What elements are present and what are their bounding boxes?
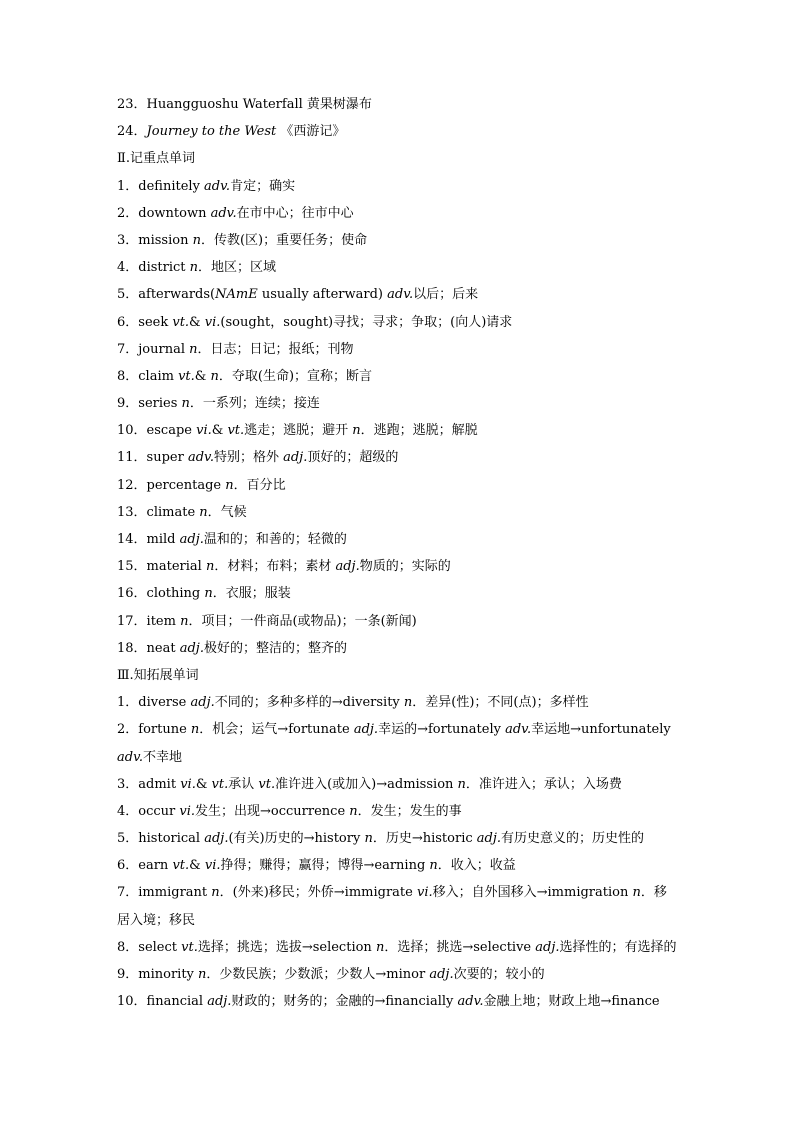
entry-text: 幸运的→fortunately bbox=[378, 722, 506, 738]
section-heading bbox=[117, 662, 679, 689]
vocab-entry bbox=[117, 227, 679, 254]
entry-text: 15．material bbox=[117, 559, 206, 575]
entry-text: 以后；后来 bbox=[413, 287, 479, 303]
part-of-speech: adj. bbox=[535, 939, 560, 955]
entry-text: 移入；自外国移入→immigration bbox=[432, 885, 633, 901]
section-heading bbox=[117, 145, 679, 172]
entry-text: ．传教(区)；重要任务；使命 bbox=[200, 232, 368, 248]
entry-text: ．材料；布料；素材 bbox=[214, 559, 336, 575]
vocabulary-list bbox=[117, 91, 679, 1015]
entry-text: ．地区；区域 bbox=[198, 260, 277, 276]
entry-text: (有关)历史的→history bbox=[228, 831, 365, 847]
part-of-speech: adv. bbox=[117, 749, 144, 765]
entry-text: ．收入；收益 bbox=[437, 858, 516, 874]
part-of-speech: n bbox=[205, 559, 215, 575]
entry-text: 6．seek bbox=[117, 314, 173, 330]
entry-text: 18．neat bbox=[117, 640, 180, 656]
entry-text: 《西游记》 bbox=[276, 124, 346, 140]
vocab-entry bbox=[117, 417, 679, 444]
part-of-speech: vi. bbox=[204, 314, 221, 330]
entry-text: & bbox=[211, 423, 228, 439]
entry-text: ．差异(性)；不同(点)；多样性 bbox=[412, 695, 589, 711]
part-of-speech: n bbox=[199, 504, 208, 520]
part-of-speech: n bbox=[211, 885, 220, 901]
entry-text: 16．clothing bbox=[117, 586, 205, 602]
entry-text: ．选择；挑选→selective bbox=[384, 939, 536, 955]
entry-text: 选择；挑选；选拔→selection bbox=[197, 939, 376, 955]
vocab-entry bbox=[117, 798, 679, 825]
entry-text: 逃走；逃脱；避开 bbox=[244, 423, 353, 439]
entry-text: 挣得；赚得；赢得；博得→earning bbox=[220, 858, 430, 874]
vocab-entry bbox=[117, 173, 679, 200]
part-of-speech: vt. bbox=[172, 314, 190, 330]
entry-text: ．逃跑；逃脱；解脱 bbox=[360, 423, 478, 439]
part-of-speech: n bbox=[403, 695, 413, 711]
part-of-speech: n bbox=[181, 396, 190, 412]
part-of-speech: adj. bbox=[429, 967, 454, 983]
entry-text: (sought，sought)寻找；寻求；争取；(向人)请求 bbox=[220, 314, 513, 330]
part-of-speech: n bbox=[457, 776, 466, 792]
part-of-speech: adj. bbox=[335, 559, 360, 575]
part-of-speech: n bbox=[189, 260, 199, 276]
vocab-entry bbox=[117, 879, 679, 933]
entry-text: 10．escape bbox=[117, 423, 197, 439]
entry-text: 9．minority bbox=[117, 967, 199, 983]
entry-text: ．准许进入；承认；入场费 bbox=[465, 776, 622, 792]
entry-text: 8．select bbox=[117, 939, 182, 955]
vocab-entry bbox=[117, 825, 679, 852]
entry-text: & bbox=[189, 314, 205, 330]
part-of-speech: adj. bbox=[204, 831, 229, 847]
part-of-speech: n bbox=[190, 722, 200, 738]
entry-text: 选择性的；有选择的 bbox=[559, 939, 677, 955]
entry-text: 5．afterwards( bbox=[117, 287, 216, 303]
entry-text: 极好的；整洁的；整齐的 bbox=[203, 640, 347, 656]
entry-text: ．一系列；连续；接连 bbox=[189, 396, 320, 412]
part-of-speech: adv. bbox=[187, 450, 214, 466]
part-of-speech: adj. bbox=[179, 640, 204, 656]
entry-text: Ⅱ.记重点单词 bbox=[117, 151, 195, 167]
vocab-entry bbox=[117, 390, 679, 417]
part-of-speech: adj. bbox=[179, 532, 204, 547]
vocab-entry bbox=[117, 309, 679, 336]
part-of-speech: adv. bbox=[210, 205, 237, 221]
entry-text: 财政的；财务的；金融的→financially bbox=[231, 994, 458, 1010]
entry-text: ．移居入境；移民 bbox=[117, 885, 667, 928]
part-of-speech: vt. bbox=[181, 939, 198, 955]
entry-text: ．百分比 bbox=[233, 477, 286, 493]
entry-text: 肯定；确实 bbox=[230, 178, 296, 194]
entry-text: 13．climate bbox=[117, 504, 200, 520]
entry-text: 在市中心；往市中心 bbox=[236, 205, 354, 221]
part-of-speech: vi. bbox=[180, 776, 196, 792]
part-of-speech: adv. bbox=[204, 178, 231, 194]
entry-text: 温和的；和善的；轻微的 bbox=[203, 532, 347, 547]
entry-text: ．夺取(生命)；宣称；断言 bbox=[218, 368, 373, 384]
vocab-entry bbox=[117, 281, 679, 308]
vocab-entry bbox=[117, 254, 679, 281]
entry-text: 2．downtown bbox=[117, 205, 211, 221]
entry-text: 5．historical bbox=[117, 831, 205, 847]
part-of-speech: adj. bbox=[207, 994, 232, 1010]
entry-text: 2．fortune bbox=[117, 722, 191, 738]
part-of-speech: n bbox=[180, 613, 189, 629]
part-of-speech: adj. bbox=[353, 722, 379, 738]
part-of-speech: vt. bbox=[211, 776, 229, 792]
part-of-speech: n bbox=[210, 368, 219, 384]
part-of-speech: vi. bbox=[196, 423, 212, 439]
vocab-entry bbox=[117, 363, 679, 390]
vocab-entry bbox=[117, 553, 679, 580]
entry-text: 7．journal bbox=[117, 341, 190, 357]
entry-text: 12．percentage bbox=[117, 477, 226, 493]
part-of-speech: adj. bbox=[283, 450, 308, 466]
part-of-speech: n bbox=[192, 232, 201, 248]
part-of-speech: vi. bbox=[179, 803, 196, 819]
entry-text: 9．series bbox=[117, 396, 182, 412]
part-of-speech: NAmE bbox=[215, 287, 258, 303]
part-of-speech: n bbox=[349, 803, 358, 819]
entry-text: 4．occur bbox=[117, 803, 180, 819]
vocab-entry bbox=[117, 716, 679, 770]
part-of-speech: n bbox=[225, 477, 234, 493]
vocab-entry bbox=[117, 608, 679, 635]
entry-text: 11．super bbox=[117, 450, 188, 466]
part-of-speech: vt. bbox=[227, 423, 245, 439]
vocab-entry bbox=[117, 771, 679, 798]
vocab-entry bbox=[117, 852, 679, 879]
entry-text: ．发生；发生的事 bbox=[357, 803, 462, 819]
entry-text: 8．claim bbox=[117, 368, 179, 384]
part-of-speech: Journey to the West bbox=[146, 124, 277, 140]
entry-text: 3．mission bbox=[117, 232, 193, 248]
entry-text: ．(外来)移民；外侨→immigrate bbox=[219, 885, 417, 901]
entry-text: 4．district bbox=[117, 260, 190, 276]
entry-text: 17．item bbox=[117, 613, 181, 629]
entry-text: 准许进入(或加入)→admission bbox=[275, 776, 458, 792]
part-of-speech: n bbox=[198, 967, 207, 983]
entry-text: 3．admit bbox=[117, 776, 181, 792]
entry-text: 顶好的；超级的 bbox=[307, 450, 399, 466]
entry-text: 发生；出现→occurrence bbox=[195, 803, 350, 819]
entry-text: 10．financial bbox=[117, 994, 208, 1010]
entry-text: ．项目；一件商品(或物品)；一条(新闻) bbox=[188, 613, 417, 629]
part-of-speech: adv. bbox=[457, 994, 484, 1010]
entry-text: 1．definitely bbox=[117, 178, 205, 194]
part-of-speech: n bbox=[189, 341, 198, 357]
vocab-entry bbox=[117, 499, 679, 526]
part-of-speech: vi. bbox=[416, 885, 433, 901]
entry-text: 承认 bbox=[228, 776, 259, 792]
vocab-entry bbox=[117, 336, 679, 363]
entry-text: 金融上地；财政上地→finance bbox=[483, 994, 660, 1010]
vocab-entry bbox=[117, 934, 679, 961]
vocab-entry bbox=[117, 635, 679, 662]
entry-text: 14．mild bbox=[117, 532, 180, 547]
entry-text: ．衣服；服装 bbox=[212, 586, 291, 602]
entry-text: 有历史意义的；历史性的 bbox=[501, 831, 645, 847]
entry-text: ．气候 bbox=[207, 504, 247, 520]
part-of-speech: n bbox=[352, 423, 361, 439]
entry-text: 24． bbox=[117, 124, 147, 140]
vocab-entry bbox=[117, 961, 679, 988]
vocab-entry bbox=[117, 689, 679, 716]
vocab-entry bbox=[117, 988, 679, 1015]
vocab-entry bbox=[117, 526, 679, 553]
part-of-speech: adj. bbox=[476, 831, 502, 847]
entry-text: ．历史→historic bbox=[372, 831, 477, 847]
part-of-speech: n bbox=[375, 939, 385, 955]
part-of-speech: vi. bbox=[204, 858, 221, 874]
entry-text: 次要的；较小的 bbox=[453, 967, 545, 983]
part-of-speech: adj. bbox=[190, 695, 215, 711]
part-of-speech: n bbox=[632, 885, 641, 901]
part-of-speech: n bbox=[429, 858, 438, 874]
part-of-speech: n bbox=[364, 831, 373, 847]
vocab-entry bbox=[117, 118, 679, 145]
vocab-entry bbox=[117, 91, 679, 118]
part-of-speech: vt. bbox=[178, 368, 195, 384]
entry-text: & bbox=[194, 368, 211, 384]
vocab-entry bbox=[117, 200, 679, 227]
part-of-speech: vt. bbox=[172, 858, 190, 874]
vocab-entry bbox=[117, 444, 679, 471]
vocab-entry bbox=[117, 472, 679, 499]
part-of-speech: adv. bbox=[387, 287, 414, 303]
entry-text: 不幸地 bbox=[143, 749, 183, 765]
entry-text: & bbox=[189, 858, 205, 874]
entry-text: 23．Huangguoshu Waterfall 黄果树瀑布 bbox=[117, 97, 372, 112]
entry-text: 不同的；多种多样的→diversity bbox=[214, 695, 404, 711]
entry-text: 6．earn bbox=[117, 858, 173, 874]
part-of-speech: adv. bbox=[505, 722, 532, 738]
part-of-speech: n bbox=[204, 586, 213, 602]
entry-text: 特别；格外 bbox=[213, 450, 284, 466]
entry-text: & bbox=[195, 776, 212, 792]
entry-text: 1．diverse bbox=[117, 695, 191, 711]
entry-text: ．日志；日记；报纸；刊物 bbox=[197, 341, 354, 357]
entry-text: ．少数民族；少数派；少数人→minor bbox=[206, 967, 430, 983]
entry-text: 幸运地→unfortunately bbox=[531, 722, 671, 738]
vocab-entry bbox=[117, 580, 679, 607]
entry-text: Ⅲ.知拓展单词 bbox=[117, 667, 199, 683]
entry-text: 7．immigrant bbox=[117, 885, 212, 901]
part-of-speech: vt. bbox=[258, 776, 276, 792]
entry-text: usually afterward) bbox=[257, 287, 388, 303]
entry-text: 物质的；实际的 bbox=[359, 559, 451, 575]
entry-text: ．机会；运气→fortunate bbox=[199, 722, 354, 738]
